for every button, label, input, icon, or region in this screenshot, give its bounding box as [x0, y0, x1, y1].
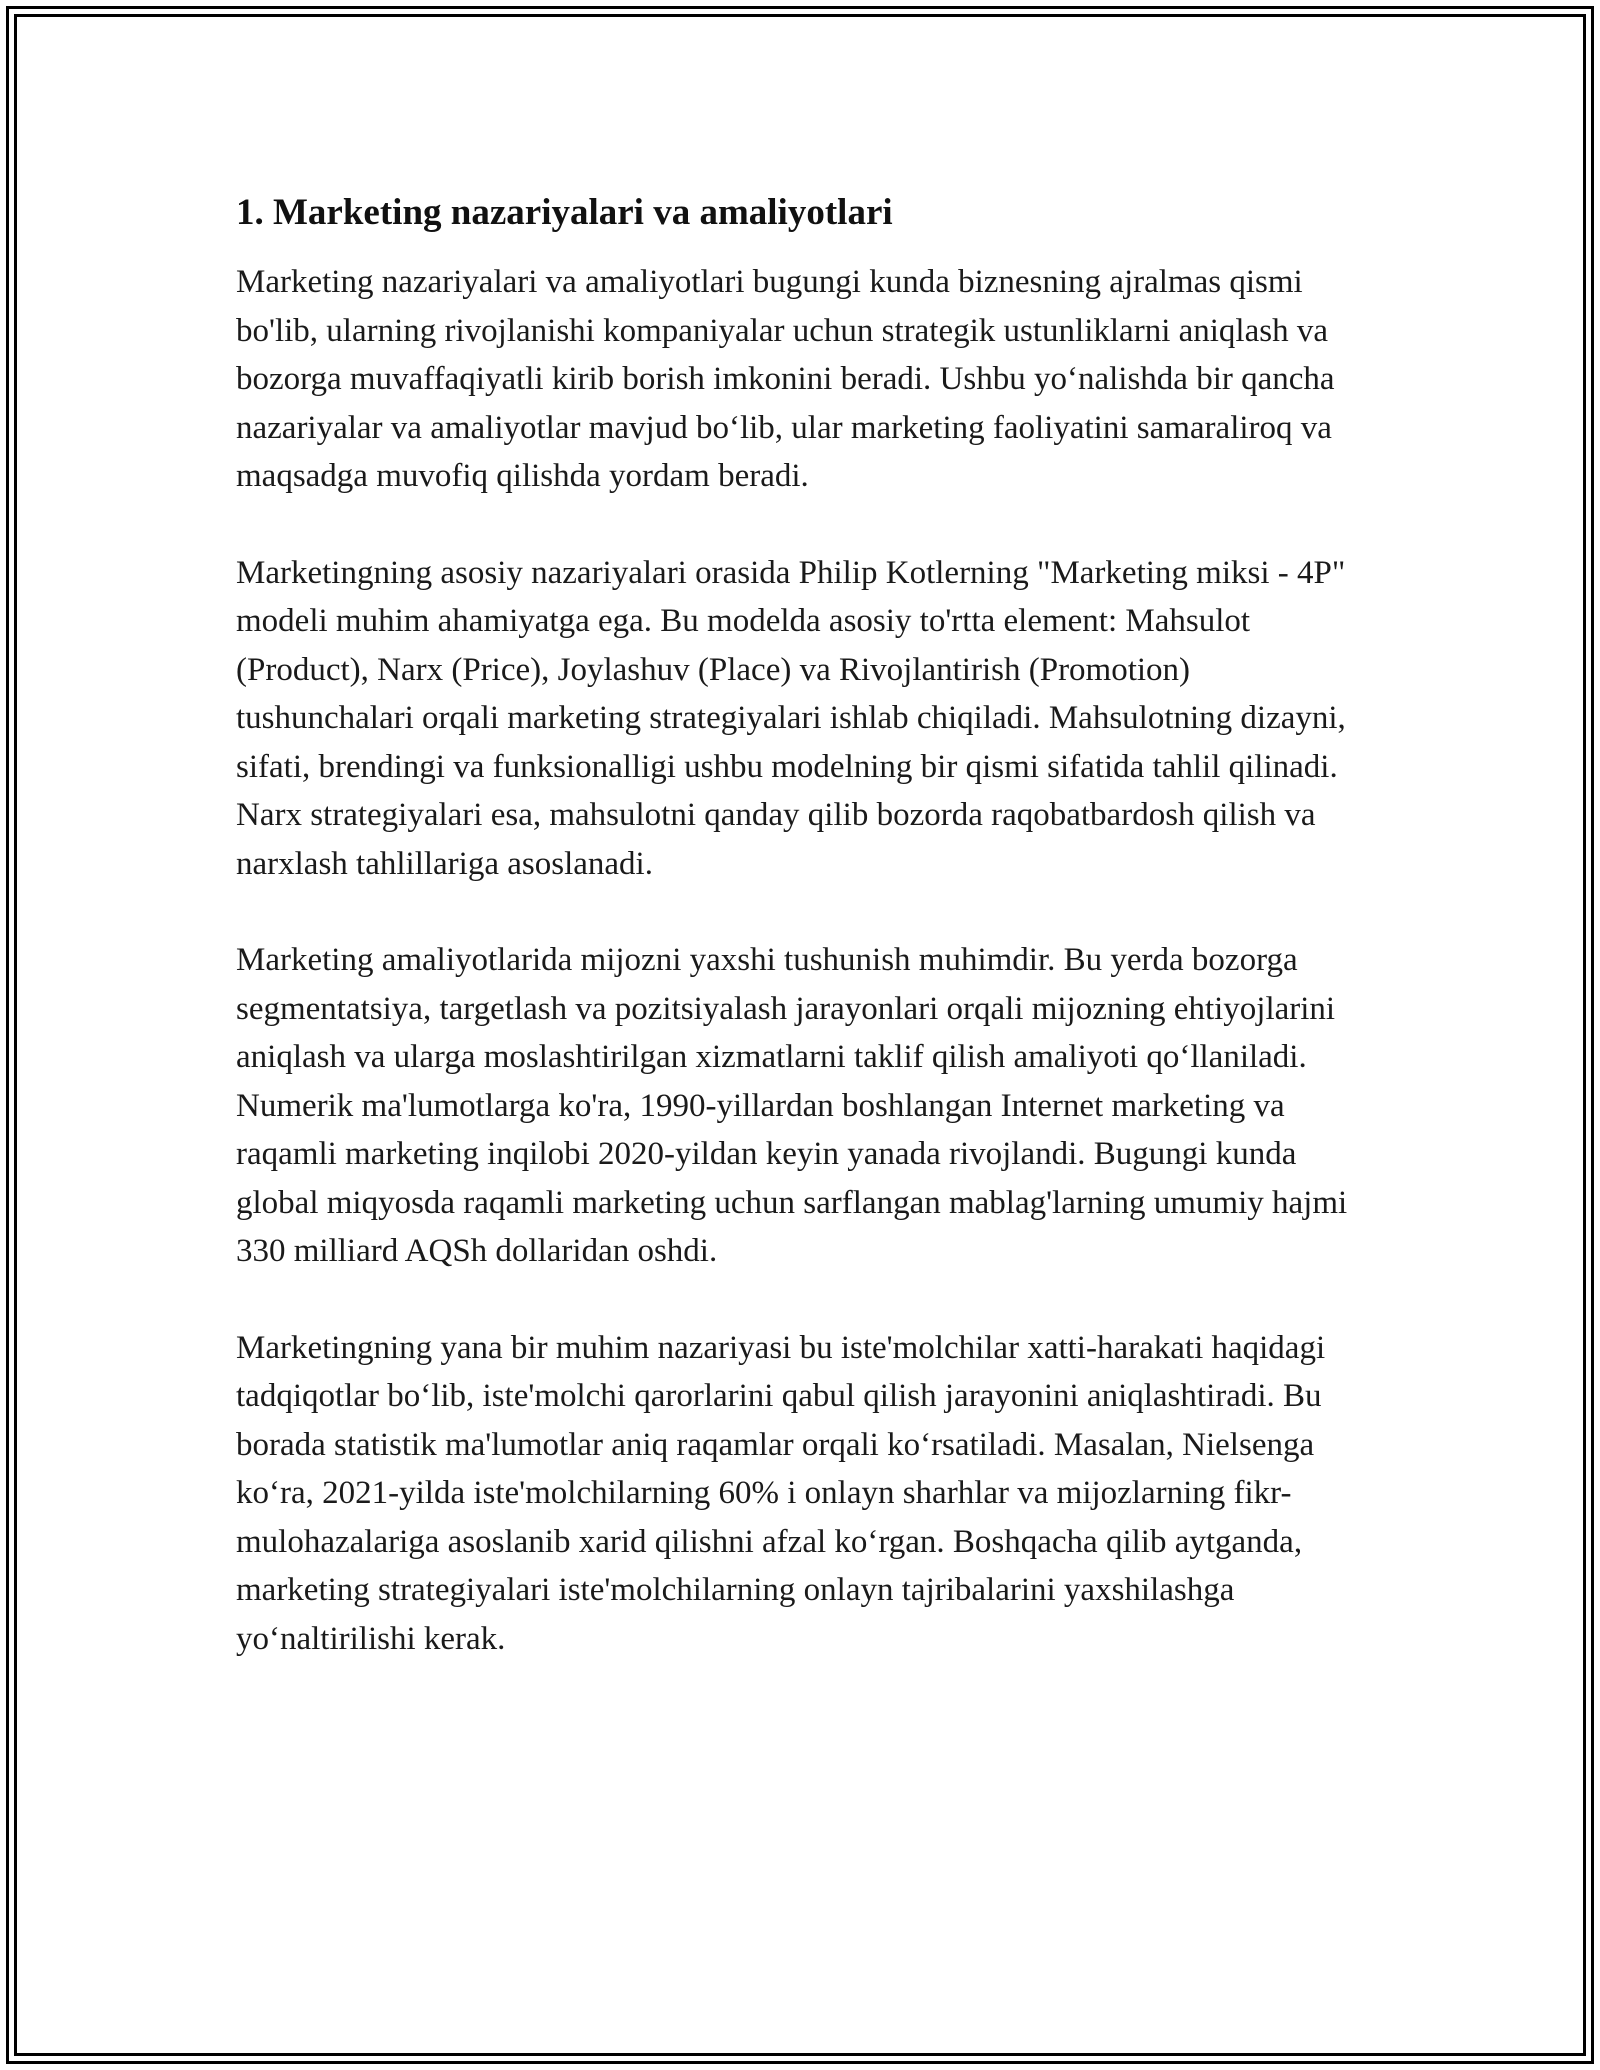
- paragraph-marketing-practices: Marketing amaliyotlarida mijozni yaxshi tushunish muhimdir. Bu yerda bozorga segmentatsiya, targetlash va pozitsiyalash jarayonlari orqali mijozning ehtiyojlarini aniqlash va ularga moslashtirilgan xizmatlarni taklif qilish amaliyoti qo‘llaniladi. Numerik ma'lumotlarga ko'ra, 1990-yillardan boshlangan Internet marketing va raqamli marketing inqilobi 2020-yildan keyin yanada rivojlandi. Bugungi kunda global miqyosda raqamli marketing uchun sarflangan mablag'larning umumiy hajmi 330 milliard AQSh dollaridan oshdi.: [236, 942, 1348, 1269]
- document-body: [236, 188, 1376, 1711]
- paragraph-4p-model: Marketingning asosiy nazariyalari orasida Philip Kotlerning "Marketing miksi - 4P" modeli muhim ahamiyatga ega. Bu modelda asosiy to'rtta element: Mahsulot (Product), Narx (Price), Joylashuv (Place) va Rivojlantirish (Promotion) tushunchalari orqali marketing strategiyalari ishlab chiqiladi. Mahsulotning dizayni, sifati, brendingi va funksionalligi ushbu modelning bir qismi sifatida tahlil qilinadi. Narx strategiyalari esa, mahsulotni qanday qilib bozorda raqobatbardosh qilish va narxlash tahlillariga asoslanadi.: [236, 554, 1346, 882]
- paragraph-consumer-behavior: Marketingning yana bir muhim nazariyasi bu iste'molchilar xatti-harakati haqidagi tadqiqotlar bo‘lib, iste'molchi qarorlarini qabul qilish jarayonini aniqlashtiradi. Bu borada statistik ma'lumotlar aniq raqamlar orqali ko‘rsatiladi. Masalan, Nielsenga ko‘ra, 2021-yilda iste'molchilarning 60% i onlayn sharhlar va mijozlarning fikr-mulohazalariga asoslanib xarid qilishni afzal ko‘rgan. Boshqacha qilib aytganda, marketing strategiyalari iste'molchilarning onlayn tajribalarini yaxshilashga yo‘naltirilishi kerak.: [236, 1329, 1326, 1657]
- section-heading: 1. Marketing nazariyalari va amaliyotlari: [236, 192, 893, 233]
- paragraph-intro: Marketing nazariyalari va amaliyotlari bugungi kunda biznesning ajralmas qismi bo'lib, ularning rivojlanishi kompaniyalar uchun strategik ustunliklarni aniqlash va bozorga muvaffaqiyatli kirib borish imkonini beradi. Ushbu yo‘nalishda bir qancha nazariyalar va amaliyotlar mavjud bo‘lib, ular marketing faoliyatini samaraliroq va maqsadga muvofiq qilishda yordam beradi.: [236, 264, 1335, 494]
